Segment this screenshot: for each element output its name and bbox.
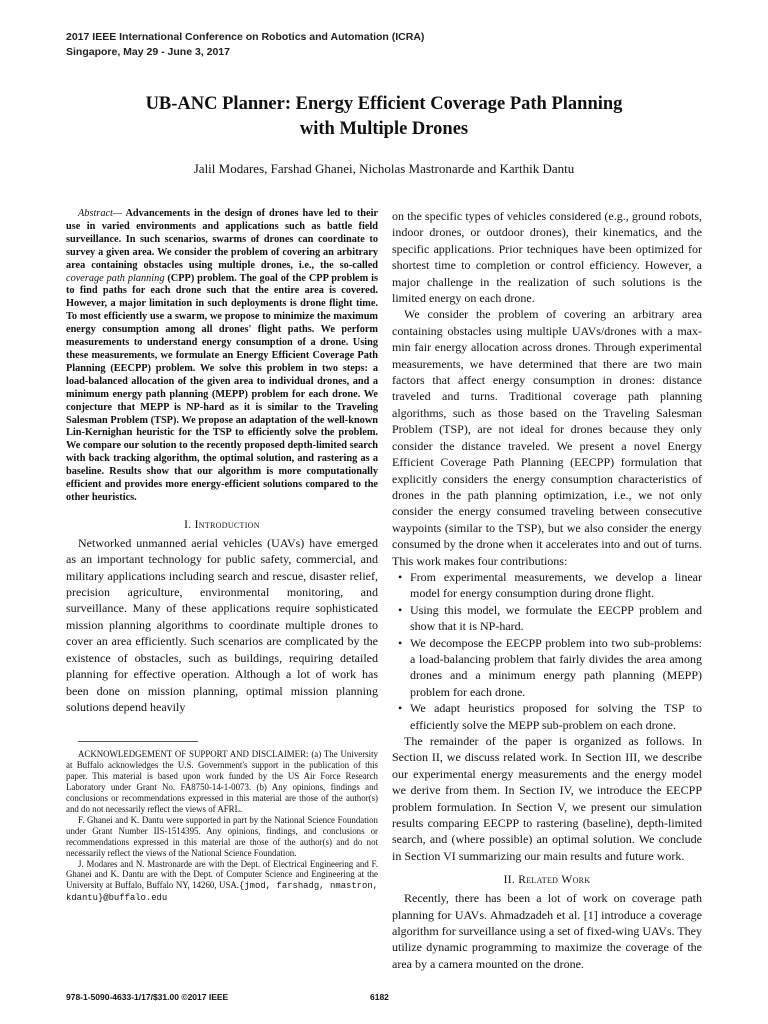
problem-statement-paragraph: We consider the problem of covering an arbitrary area containing obstacles using multiple UAVs/drones with a max-min fair energy allocation across drones. Through experimental measurements, we have determined that there are two main factors that affect energy consumption in drones: distance traveled and turns. Traditional coverage path planning algorithms, such as those based on the Traveling Salesman Problem (TSP), are not ideal for drones because they only consider the distance traveled. We present a novel Energy Efficient Coverage Path Planning (EECPP) formulation that explicitly considers the energy consumption characteristics of drones in the path planning optimization, i.e., we not only consider the energy consumed traveling between consecutive waypoints (similar to the TSP), but we also consider the energy consumed by the drone when it accelerates into and out of turns. This work makes four contributions:: [392, 307, 702, 568]
abstract-label: Abstract—: [78, 208, 123, 219]
list-item: • We adapt heuristics proposed for solving the TSP to efficiently solve the MEPP sub-problem on each drone.: [398, 701, 702, 732]
abstract-term: coverage path planning: [66, 272, 165, 284]
contributions-list: [392, 569, 702, 733]
abstract-text-part-1: Advancements in the design of drones have led to their use in varied environments and applications such as battle field surveillance. In such scenarios, swarms of drones can coordinate to survey a given area. We consider the problem of covering an arbitrary area containing obstacles using multiple drones, i.e., the so-called: [66, 208, 378, 271]
author-list: Jalil Modares, Farshad Ghanei, Nicholas Mastronarde and Karthik Dantu: [193, 161, 575, 176]
bullet-icon: •: [398, 701, 403, 716]
copyright-line: 978-1-5090-4633-1/17/$31.00 ©2017 IEEE: [66, 992, 229, 1002]
list-item: • We decompose the EECPP problem into two sub-problems: a load-balancing problem that fairly divides the area among drones and a minimum energy path planning (MEPP) problem for each drone.: [398, 635, 702, 699]
conference-header: [66, 30, 424, 60]
footnote-divider: [78, 741, 198, 742]
left-column: [66, 208, 378, 715]
abstract-text-part-2: (CPP) problem. The goal of the CPP problem is to find paths for each drone such that the entire area is covered. However, a major limitation in such deployments is drone flight time. To most efficiently use a swarm, we propose to minimize the maximum energy consumption among all drones' flight paths. We perform measurements to understand energy consumption of a drone. Using these measurements, we formulate an Energy Efficient Coverage Path Planning (EECPP) problem. We solve this problem in two steps: a load-balanced allocation of the given area to individual drones, and a minimum energy path planning (MEPP) problem for each drone. We conjecture that MEPP is NP-hard as it is similar to the Traveling Salesman Problem (TSP). We propose an adaptation of the well-known Lin-Kernighan heuristic for the TSP to efficiently solve the problem. We compare our solution to the recently proposed depth-limited search with back tracking algorithm, the optimal solution, and rastering as a baseline. Results show that our algorithm is more computationally efficient and provides more energy-efficient solutions compared to the other heuristics.: [66, 272, 378, 503]
paper-outline-paragraph: The remainder of the paper is organized as follows. In Section II, we discuss related work. In Section III, we describe our experimental energy measurements and the energy model we derive from them. In Section IV, we introduce the EECPP problem formulation. In Section V, we present our simulation results comparing EECPP to rastering (baseline), depth-limited search, and (where possible) an optimal solution. We conclude in Section VI summarizing our main results and future work.: [392, 734, 702, 863]
paper-title: [66, 92, 702, 142]
footnote-acknowledgement: ACKNOWLEDGEMENT OF SUPPORT AND DISCLAIMER: (a) The University at Buffalo acknowledges the U.S. Government's support in the publication of this paper. This material is based upon work funded by the US Air Force Research Laboratory under Grant No. FA8750-14-1-0073. (b) Any opinions, findings and conclusions or recommendations expressed in this material are those of the author(s) and do not necessarily reflect the views of AFRL.: [66, 749, 378, 814]
section-heading-introduction: I. Introduction: [184, 518, 260, 531]
footnote-nsf-support: F. Ghanei and K. Dantu were supported in part by the National Science Foundation under Grant Number IIS-1514395. Any opinions, findings, and conclusions or recommendations expressed in this material are those of the author(s) and do not necessarily reflect the views of the National Science Foundation.: [66, 814, 378, 858]
author-emails: {jmod, farshadg, nmastron, kdantu}@buffalo.edu: [66, 881, 378, 904]
abstract: [66, 208, 378, 505]
title-line-2: with Multiple Drones: [299, 119, 469, 139]
footnote-affiliations: J. Modares and N. Mastronarde are with the Dept. of Electrical Engineering and F. Ghanei and K. Dantu are with the Dept. of Computer Science and Engineering at the University at Buffalo, Buffalo NY, 14260, USA.{jmod, farshadg, nmastron, kdantu}@buffalo.edu: [66, 858, 378, 904]
list-item: • Using this model, we formulate the EECPP problem and show that it is NP-hard.: [398, 602, 702, 634]
page-number: 6182: [370, 992, 389, 1002]
list-item: • From experimental measurements, we develop a linear model for energy consumption during drone flight.: [398, 569, 702, 601]
introduction-paragraph: Networked unmanned aerial vehicles (UAVs) have emerged as an important technology for public safety, commercial, and military applications including search and rescue, disaster relief, precision agriculture, environmental monitoring, and surveillance. Many of these applications require sophisticated mission planning algorithms to coordinate multiple drones to cover an area efficiently. Such scenarios are complicated by the existence of obstacles, such as buildings, requiring detailed planning for effective operation. Although a lot of work has been done on mission planning, optimal mission planning solutions depend heavily: [66, 535, 378, 714]
bullet-icon: •: [398, 635, 403, 650]
bullet-icon: •: [398, 602, 403, 617]
title-line-1: UB-ANC Planner: Energy Efficient Coverage Path Planning: [145, 94, 623, 114]
bullet-icon: •: [398, 569, 403, 584]
conference-location: Singapore, May 29 - June 3, 2017: [66, 46, 230, 58]
intro-continued-paragraph: on the specific types of vehicles considered (e.g., ground robots, indoor drones, or outdoor drones), their kinematics, and the specific applications. Prior techniques have been optimized for shortest time to completion or control efficiency. However, a major challenge in the realization of such solutions is the limited energy on each drone.: [392, 209, 702, 306]
related-work-paragraph: Recently, there has been a lot of work on coverage path planning for UAVs. Ahmadzadeh et al. [1] introduce a coverage algorithm for surveillance using a set of fixed-wing UAVs. They utilize dynamic programming to maximize the coverage of the area by a camera mounted on the drone.: [392, 891, 702, 971]
footnote: [66, 749, 378, 904]
section-heading-related-work: II. Related Work: [503, 874, 591, 887]
conference-name: 2017 IEEE International Conference on Robotics and Automation (ICRA): [66, 31, 425, 43]
right-column: [392, 208, 702, 972]
